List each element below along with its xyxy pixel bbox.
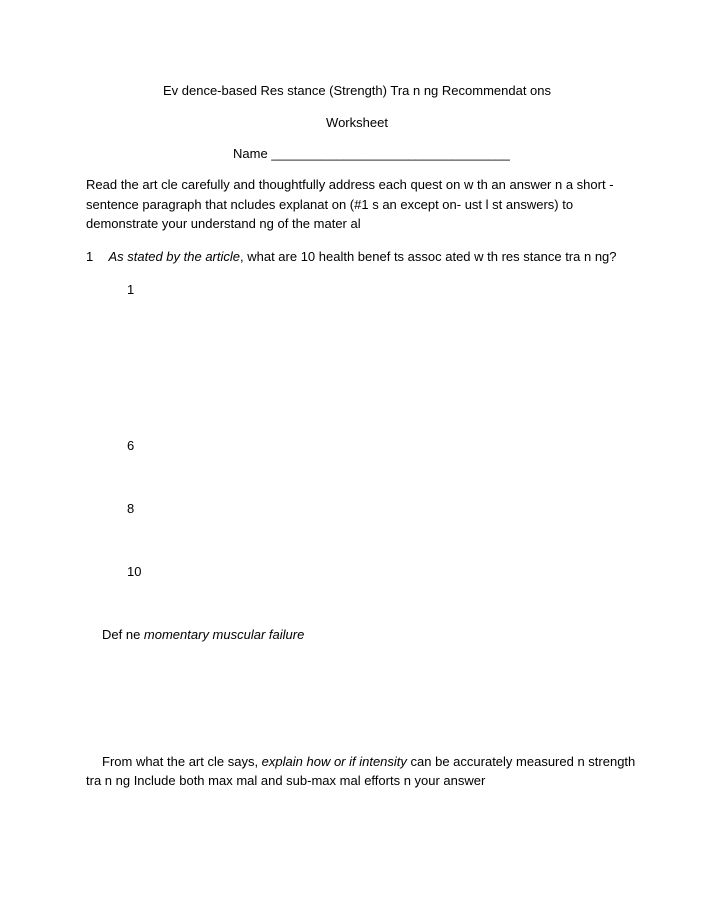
question-3-emphasis: explain how or if intensity (261, 754, 407, 769)
name-label: Name (233, 146, 268, 161)
question-3-line-2: tra n ng Include both max mal and sub-max mal efforts n your answer (86, 773, 486, 788)
list-number-1: 1 (127, 282, 135, 297)
question-1-text: , what are 10 health benef ts assoc ated w th res stance tra n ng? (240, 249, 617, 264)
question-3-rest: can be accurately measured n strength (406, 754, 636, 769)
name-field (233, 145, 510, 163)
document-title: Ev dence-based Res stance (Strength) Tra n ng Recommendat ons (162, 83, 552, 98)
question-1-emphasis: As stated by the article (108, 249, 240, 264)
question-2 (102, 626, 304, 644)
question-3-lead: From what the art cle says, (102, 754, 262, 769)
document-subtitle: Worksheet (326, 115, 388, 130)
question-1-number: 1 (86, 249, 94, 264)
list-number-8: 8 (127, 501, 135, 516)
list-number-10: 10 (127, 564, 142, 579)
name-blank-line: _________________________________ (271, 146, 510, 161)
list-number-6: 6 (127, 438, 135, 453)
question-2-lead: Def ne (102, 627, 144, 642)
question-2-emphasis: momentary muscular failure (143, 627, 305, 642)
instructions-line-3: demonstrate your understand ng of the mater al (86, 216, 361, 231)
instructions-line-2: sentence paragraph that ncludes explanat on (#1 s an except on- ust l st answers) to (86, 197, 574, 212)
question-3-line-1 (102, 753, 635, 771)
question-1 (86, 248, 617, 266)
instructions-line-1: Read the art cle carefully and thoughtfully address each quest on w th an answer n a short - (86, 177, 614, 192)
